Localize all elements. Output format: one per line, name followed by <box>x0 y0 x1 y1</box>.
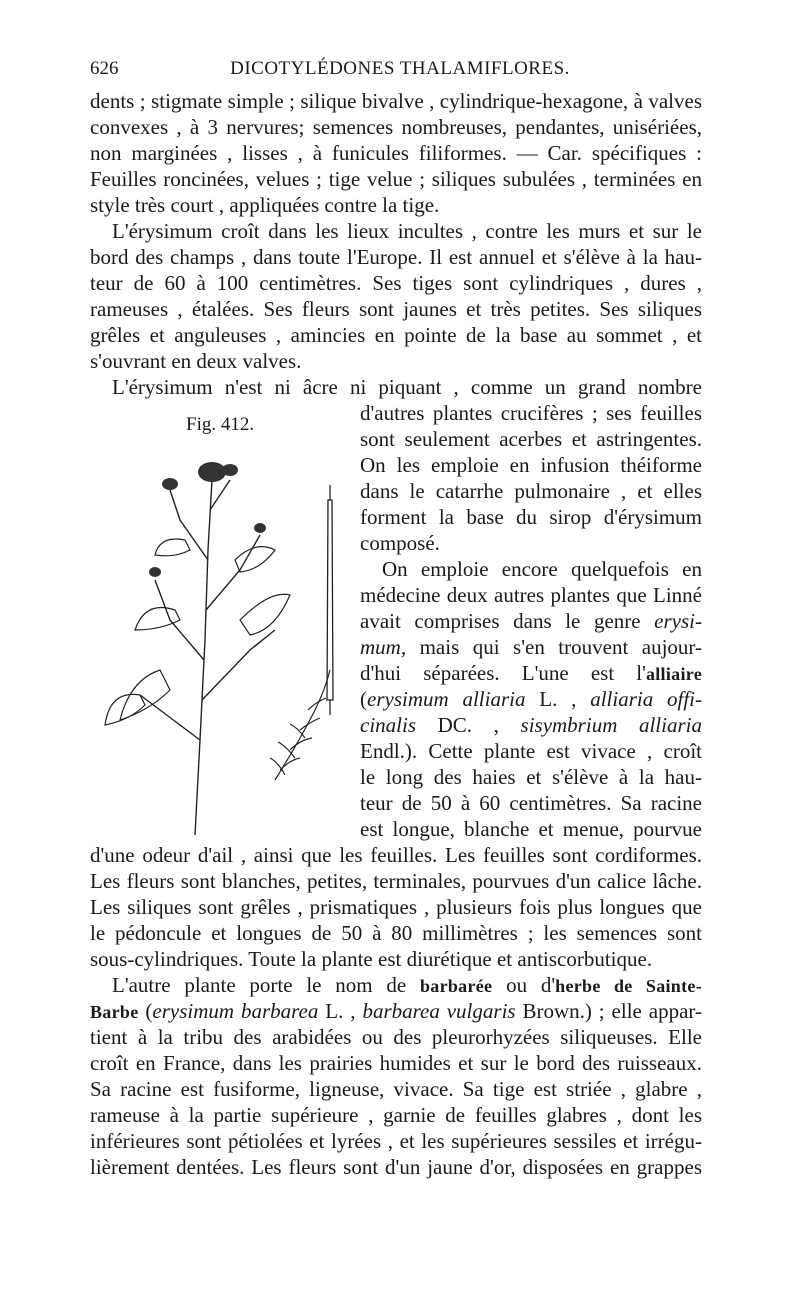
text-span: L. , <box>525 687 591 711</box>
text-span: ( <box>360 687 367 711</box>
text-line: bord des champs , dans toute l'Europe. Il est annuel et s'élève à la hau- <box>90 245 702 269</box>
bold-term: herbe de Sainte- <box>555 976 702 996</box>
text-line: teur de 50 à 60 centimètres. Sa racine <box>360 791 702 815</box>
text-span: avait comprises dans le genre <box>360 609 655 633</box>
page-number: 626 <box>90 58 119 79</box>
text-span: Brown.) ; elle appar- <box>515 999 702 1023</box>
text-span: , mais qui s'en trouvent aujour- <box>400 635 702 659</box>
text-line: L'érysimum n'est ni âcre ni piquant , comme un grand nombre <box>112 375 702 399</box>
text-line: teur de 60 à 100 centimètres. Ses tiges sont cylindriques , dures , <box>90 271 702 295</box>
plant-illustration <box>100 440 350 840</box>
text-line: sont seulement acerbes et astringentes. <box>360 427 702 451</box>
text-line <box>360 686 702 712</box>
bold-term: alliaire <box>645 664 702 684</box>
text-span: L'autre plante porte le nom de <box>112 973 420 997</box>
text-line: Feuilles roncinées, velues ; tige velue ; siliques subulées , terminées en <box>90 167 702 191</box>
text-line: Endl.). Cette plante est vivace , croît <box>360 739 702 763</box>
text-line <box>360 660 702 686</box>
italic-span: erysi- <box>654 609 702 633</box>
text-line: On emploie encore quelquefois en <box>382 557 702 581</box>
italic-span: barbarea vulgaris <box>362 999 516 1023</box>
italic-span: mum <box>360 635 401 659</box>
italic-span: sisymbrium alliaria <box>520 713 702 737</box>
text-line: lièrement dentées. Les fleurs sont d'un jaune d'or, disposées en grappes <box>90 1155 702 1179</box>
text-span: d'hui séparées. L'une est l' <box>360 661 646 685</box>
text-line: le pédoncule et longues de 50 à 80 millimètres ; les semences sont <box>90 921 702 945</box>
text-line: convexes , à 3 nervures; semences nombreuses, pendantes, unisériées, <box>90 115 702 139</box>
text-line: grêles et anguleuses , amincies en pointe de la base au sommet , et <box>90 323 702 347</box>
text-line: d'autres plantes crucifères ; ses feuilles <box>360 401 702 425</box>
text-line: inférieures sont pétiolées et lyrées , et les supérieures sessiles et irrégu- <box>90 1129 702 1153</box>
text-line: rameuses , étalées. Ses fleurs sont jaunes et très petites. Ses siliques <box>90 297 702 321</box>
text-line: Sa racine est fusiforme, ligneuse, vivace. Sa tige est striée , glabre , <box>90 1077 702 1101</box>
text-span: DC. , <box>416 713 521 737</box>
text-span: ou d' <box>492 973 556 997</box>
text-line: dents ; stigmate simple ; silique bivalve , cylindrique-hexagone, à valves <box>90 89 702 113</box>
text-line: médecine deux autres plantes que Linné <box>360 583 702 607</box>
header-title: DICOTYLÉDONES THALAMIFLORES. <box>230 58 570 79</box>
text-line: tient à la tribu des arabidées ou des pleurorhyzées siliqueuses. Elle <box>90 1025 702 1049</box>
text-line: rameuse à la partie supérieure , garnie de feuilles glabres , dont les <box>90 1103 702 1127</box>
text-line <box>90 998 702 1024</box>
bold-term: Barbe <box>90 1002 139 1022</box>
text-line: forment la base du sirop d'érysimum <box>360 505 702 529</box>
text-line <box>360 634 702 660</box>
text-line <box>90 972 702 998</box>
text-line <box>360 712 702 738</box>
italic-span: cinalis <box>360 713 416 737</box>
text-line: le long des haies et s'élève à la hau- <box>360 765 702 789</box>
text-line: croît en France, dans les prairies humides et sur le bord des ruisseaux. <box>90 1051 702 1075</box>
text-line: d'une odeur d'ail , ainsi que les feuilles. Les feuilles sont cordiformes. <box>90 843 702 867</box>
running-head <box>90 58 710 86</box>
figure-caption: Fig. 412. <box>186 414 255 435</box>
text-line: Les siliques sont grêles , prismatiques , plusieurs fois plus longues que <box>90 895 702 919</box>
text-line: sous-cylindriques. Toute la plante est diurétique et antiscorbutique. <box>90 947 653 971</box>
bold-term: barbarée <box>419 976 493 996</box>
text-line: On les emploie en infusion théiforme <box>360 453 702 477</box>
italic-span: alliaria offi- <box>590 687 702 711</box>
text-line <box>360 608 702 634</box>
text-line: s'ouvrant en deux valves. <box>90 349 302 373</box>
text-line: composé. <box>360 531 440 555</box>
text-line: Les fleurs sont blanches, petites, terminales, pourvues d'un calice lâche. <box>90 869 702 893</box>
italic-span: erysimum barbarea <box>152 999 319 1023</box>
text-line: non marginées , lisses , à funicules filiformes. — Car. spécifiques : <box>90 141 702 165</box>
text-line: L'érysimum croît dans les lieux incultes , contre les murs et sur le <box>112 219 702 243</box>
text-line: style très court , appliquées contre la tige. <box>90 193 440 217</box>
text-line: dans le catarrhe pulmonaire , et elles <box>360 479 702 503</box>
italic-span: erysimum alliaria <box>367 687 526 711</box>
text-span: L. , <box>318 999 363 1023</box>
text-line: est longue, blanche et menue, pourvue <box>360 817 702 841</box>
text-span: ( <box>138 999 153 1023</box>
